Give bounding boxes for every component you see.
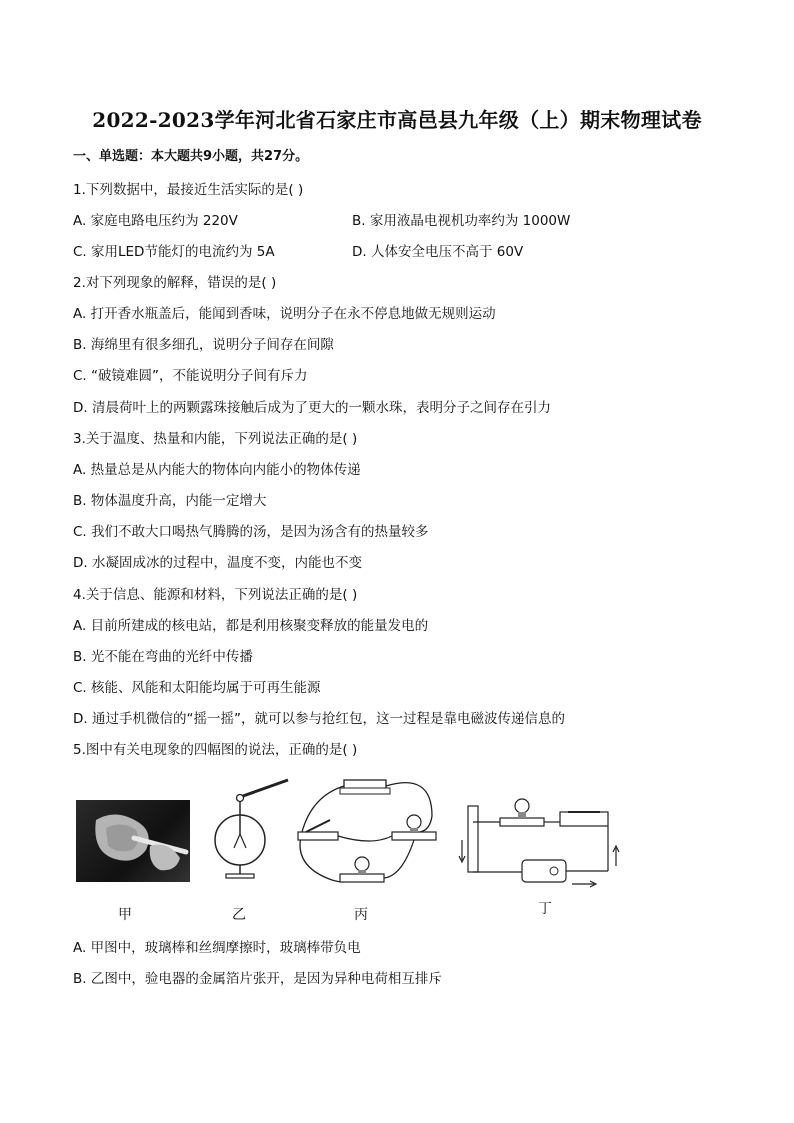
question-2-option-a: A. 打开香水瓶盖后，能闻到香味，说明分子在永不停息地做无规则运动 xyxy=(73,306,496,322)
section-heading: 一、单选题：本大题共9小题，共27分。 xyxy=(73,149,309,164)
question-2-option-b: B. 海绵里有很多细孔，说明分子间存在间隙 xyxy=(73,337,334,353)
question-3-option-d: D. 水凝固成冰的过程中，温度不变，内能也不变 xyxy=(73,555,362,571)
figure-yi-electroscope xyxy=(210,788,300,888)
figure-bing-circuit xyxy=(292,776,442,896)
rubbing-rod-illustration xyxy=(76,800,190,882)
question-1-option-c: C. 家用LED节能灯的电流约为 5A xyxy=(73,244,275,260)
question-2-option-d: D. 清晨荷叶上的两颗露珠接触后成为了更大的一颗水珠，表明分子之间存在引力 xyxy=(73,400,551,416)
question-3-stem: 3.关于温度、热量和内能，下列说法正确的是( ) xyxy=(73,431,358,447)
question-1-option-a: A. 家庭电路电压约为 220V xyxy=(73,213,238,229)
question-5-figure xyxy=(70,770,630,930)
figure-jia-photo xyxy=(76,800,190,882)
question-3-option-a: A. 热量总是从内能大的物体向内能小的物体传递 xyxy=(73,462,361,478)
question-3-option-c: C. 我们不敢大口喝热气腾腾的汤，是因为汤含有的热量较多 xyxy=(73,524,429,540)
question-5-option-b: B. 乙图中，验电器的金属箔片张开，是因为异种电荷相互排斥 xyxy=(73,971,442,987)
question-4-option-a: A. 目前所建成的核电站，都是利用核聚变释放的能量发电的 xyxy=(73,618,429,634)
exam-title: 2022-2023学年河北省石家庄市高邑县九年级（上）期末物理试卷 xyxy=(92,108,702,132)
question-4-option-c: C. 核能、风能和太阳能均属于可再生能源 xyxy=(73,680,321,696)
figure-label-bing: 丙 xyxy=(354,907,368,923)
question-4-option-b: B. 光不能在弯曲的光纤中传播 xyxy=(73,649,253,665)
question-3-option-b: B. 物体温度升高，内能一定增大 xyxy=(73,493,267,509)
figure-label-jia: 甲 xyxy=(118,907,132,923)
question-5-option-a: A. 甲图中，玻璃棒和丝绸摩擦时，玻璃棒带负电 xyxy=(73,940,361,956)
figure-ding-circuit xyxy=(460,790,620,890)
question-4-option-d: D. 通过手机微信的“摇一摇”，就可以参与抢红包，这一过程是靠电磁波传递信息的 xyxy=(73,711,565,727)
question-2-option-c: C. “破镜难圆”，不能说明分子间有斥力 xyxy=(73,368,308,384)
question-2-stem: 2.对下列现象的解释，错误的是( ) xyxy=(73,275,277,291)
figure-label-yi: 乙 xyxy=(232,907,246,923)
question-1-stem: 1.下列数据中，最接近生活实际的是( ) xyxy=(73,182,304,198)
figure-label-ding: 丁 xyxy=(538,901,552,917)
question-1-option-b: B. 家用液晶电视机功率约为 1000W xyxy=(352,213,571,229)
question-5-stem: 5.图中有关电现象的四幅图的说法，正确的是( ) xyxy=(73,742,358,758)
question-4-stem: 4.关于信息、能源和材料，下列说法正确的是( ) xyxy=(73,587,358,603)
question-1-option-d: D. 人体安全电压不高于 60V xyxy=(352,244,524,260)
